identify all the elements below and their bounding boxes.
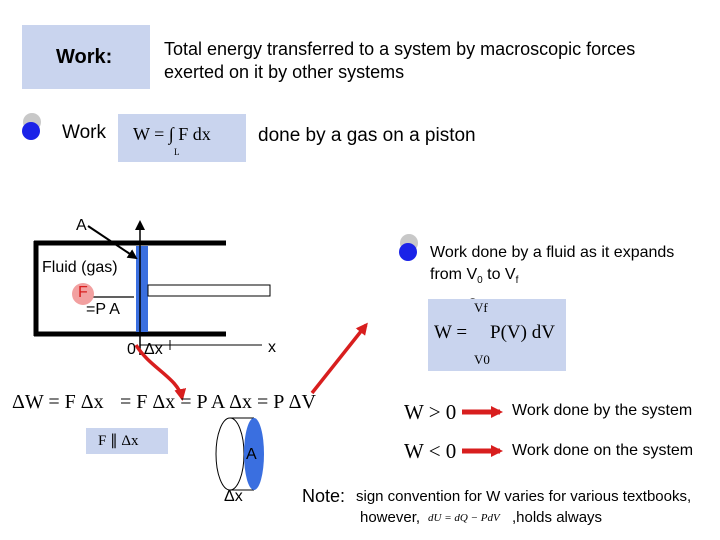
definition-line-2: exerted on it by other systems <box>164 62 405 82</box>
fluid-label: Fluid (gas) <box>42 259 118 276</box>
piston-rod <box>148 285 270 296</box>
negative-work-formula: W < 0 <box>404 439 457 463</box>
sub-zero: 0 <box>477 275 483 287</box>
note-line-2-prefix: however, <box>360 509 421 526</box>
fluid-work-line-1: Work done by a fluid as it expands <box>430 244 675 261</box>
fluid-work-to: to V <box>482 266 516 283</box>
work-row-label: Work <box>62 122 106 143</box>
note-line-2-formula: dU = dQ − PdV <box>428 512 500 524</box>
red-diag-arrow <box>312 325 366 393</box>
work-row-suffix: done by a gas on a piston <box>258 125 476 146</box>
work-formula: W = ∫ F dx <box>133 124 211 144</box>
note-prefix: Note: <box>302 486 346 506</box>
note-line-2-suffix: ,holds always <box>512 509 603 526</box>
x-axis-label: x <box>268 339 276 356</box>
integrand: P(V) dV <box>490 322 555 343</box>
negative-work-text: Work done on the system <box>512 442 694 459</box>
fluid-work-from: from V <box>430 266 478 283</box>
area-label: A <box>76 217 87 234</box>
piston-head <box>136 246 148 332</box>
definition-line-1: Total energy transferred to a system by macroscopic forces <box>164 39 636 59</box>
delta-w-formula-2: = F Δx = P A Δx = P ΔV <box>120 391 316 413</box>
bullet-2 <box>399 243 417 261</box>
force-equation: =P A <box>86 301 120 318</box>
positive-work-formula: W > 0 <box>404 400 457 424</box>
force-symbol: F <box>78 284 88 301</box>
cylinder-area-label: A <box>246 446 257 463</box>
fluid-work-line-2 <box>430 266 518 286</box>
integral-upper: Vf <box>474 300 488 315</box>
positive-work-text: Work done by the system <box>512 402 693 419</box>
dx-label: Δx <box>144 341 163 358</box>
work-formula-subscript: L <box>174 147 180 157</box>
cylinder-dx-label: Δx <box>224 488 243 505</box>
parallel-note: F ∥ Δx <box>98 433 139 449</box>
integral-lhs: W = <box>434 322 468 343</box>
origin-label: 0 <box>127 341 136 358</box>
delta-w-formula-1: ΔW = F Δx <box>12 391 104 413</box>
work-title: Work: <box>56 46 113 68</box>
note-line-1: sign convention for W varies for various textbooks, <box>356 488 692 505</box>
sub-f: f <box>515 275 519 287</box>
integral-lower: V0 <box>474 352 490 367</box>
